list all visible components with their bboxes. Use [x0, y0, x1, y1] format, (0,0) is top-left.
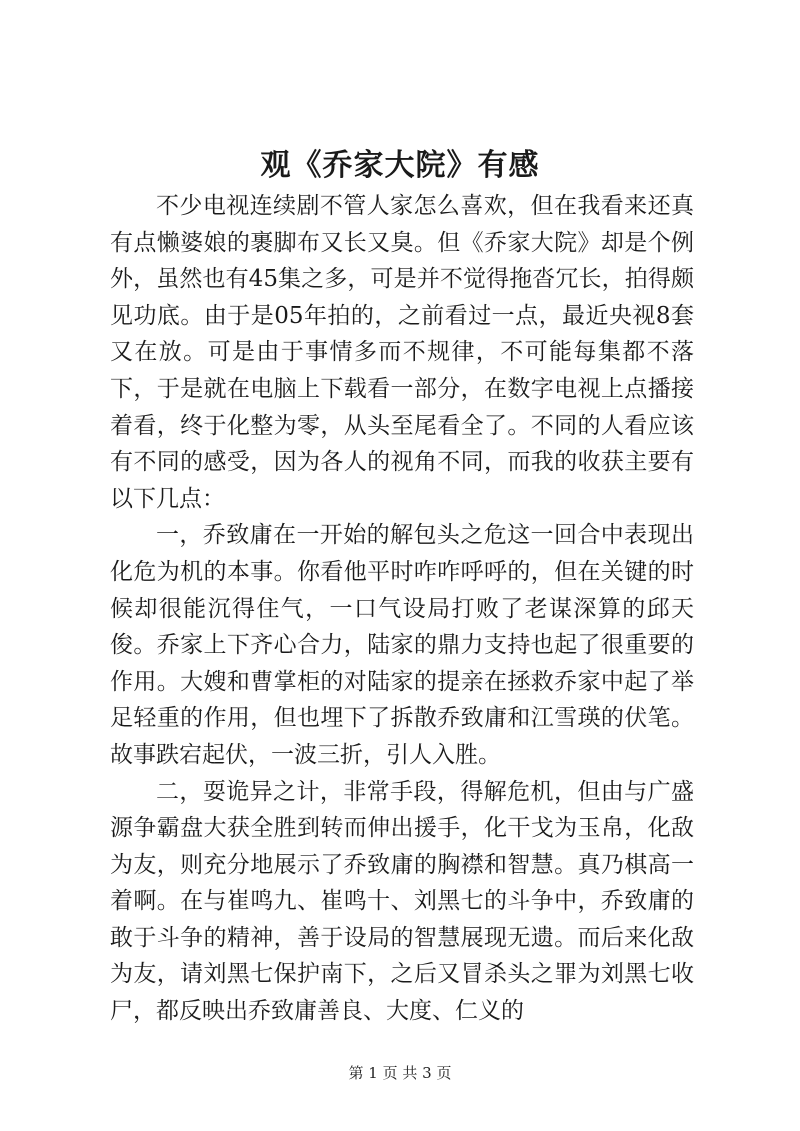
page-footer: 第 1 页 共 3 页 [348, 1064, 452, 1082]
paragraph-intro: 不少电视连续剧不管人家怎么喜欢，但在我看来还真有点懒婆娘的裹脚布又长又臭。但《乔家大院》却是个例外，虽然也有45集之多，可是并不觉得拖沓冗长，拍得颇见功底。由于是05年拍的，之前看过一点，最近央视8套又在放。可是由于事情多而不规律，不可能每集都不落下，于是就在电脑上下载看一部分，在数字电视上点播接着看，终于化整为零，从头至尾看全了。不同的人看应该有不同的感受，因为各人的视角不同，而我的收获主要有以下几点： [110, 193, 694, 512]
paragraph-point-two: 二，耍诡异之计，非常手段，得解危机，但由与广盛源争霸盘大获全胜到转而伸出援手，化干戈为玉帛，化敌为友，则充分地展示了乔致庸的胸襟和智慧。真乃棋高一着啊。在与崔鸣九、崔鸣十、刘黑七的斗争中，乔致庸的敢于斗争的精神，善于设局的智慧展现无遗。而后来化敌为友，请刘黑七保护南下，之后又冒杀头之罪为刘黑七收尸，都反映出乔致庸善良、大度、仁义的 [110, 778, 694, 1025]
page-title: 观《乔家大院》有感 [260, 148, 540, 183]
paragraph-point-one: 一，乔致庸在一开始的解包头之危这一回合中表现出化危为机的本事。你看他平时咋咋呼呼的，但在关键的时候却很能沉得住气，一口气设局打败了老谋深算的邱天俊。乔家上下齐心合力，陆家的鼎力支持也起了很重要的作用。大嫂和曹掌柜的对陆家的提亲在拯救乔家中起了举足轻重的作用，但也埋下了拆散乔致庸和江雪瑛的伏笔。故事跌宕起伏，一波三折，引人入胜。 [110, 522, 694, 768]
article-body [110, 188, 694, 1030]
